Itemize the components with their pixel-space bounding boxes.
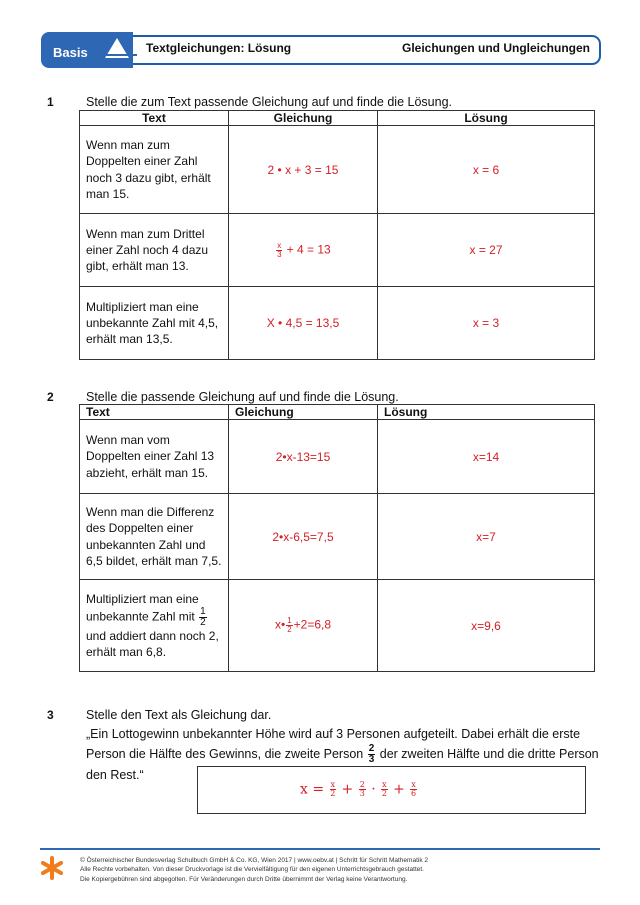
footer-line <box>40 848 600 850</box>
equation-part-a: x• <box>274 617 286 632</box>
task-3-number: 3 <box>47 708 54 722</box>
col-solution: Lösung <box>378 405 595 420</box>
frac-numerator: x <box>277 240 282 250</box>
task-3-instruction: Stelle den Text als Gleichung dar. <box>86 708 272 722</box>
answer-equation <box>300 781 418 798</box>
frac-numerator: 2 <box>368 743 375 755</box>
frac-numerator: 1 <box>200 605 206 617</box>
frac-denominator: 6 <box>411 789 417 798</box>
task-2-number: 2 <box>47 390 54 404</box>
text-part-a: Multipliziert man eine unbekannte Zahl mit <box>86 591 199 624</box>
frac-numerator: x <box>382 780 387 789</box>
task-2-table <box>79 404 595 672</box>
copyright-notice <box>80 856 428 884</box>
table-row <box>80 287 595 360</box>
row-solution: x = 27 <box>378 214 595 287</box>
row-solution: x=14 <box>378 420 595 494</box>
row-equation <box>229 580 378 672</box>
col-equation: Gleichung <box>229 111 378 126</box>
operator: + <box>393 781 405 798</box>
frac-denominator: 3 <box>359 789 365 798</box>
row-text: Multipliziert man eine unbekannte Zahl mit 4,5, erhält man 13,5. <box>80 287 229 360</box>
frac-denominator: 2 <box>200 616 206 628</box>
fraction <box>199 607 207 628</box>
task-2-instruction: Stelle die passende Gleichung auf und finde die Lösung. <box>86 390 399 404</box>
frac-numerator: x <box>411 780 416 789</box>
equation-rest: + 4 = 13 <box>286 242 331 257</box>
row-text: Wenn man zum Doppelten einer Zahl noch 3 dazu gibt, erhält man 15. <box>80 126 229 214</box>
level-badge <box>41 32 133 68</box>
frac-numerator: 1 <box>287 616 292 625</box>
row-equation: 2 • x + 3 = 15 <box>229 126 378 214</box>
col-equation: Gleichung <box>229 405 378 420</box>
table-header-row <box>80 111 595 126</box>
badge-label: Basis <box>53 45 88 60</box>
fraction <box>410 781 417 798</box>
fraction <box>381 781 388 798</box>
frac-denominator: 2 <box>381 789 387 798</box>
fraction <box>330 781 337 798</box>
operator: · <box>371 781 376 798</box>
table-row <box>80 580 595 672</box>
chapter-title: Gleichungen und Ungleichungen <box>402 41 590 55</box>
fraction <box>286 617 292 634</box>
table-row <box>80 420 595 494</box>
row-solution: x = 6 <box>378 126 595 214</box>
table-header-row <box>80 405 595 420</box>
table-row <box>80 126 595 214</box>
badge-bar <box>97 54 137 56</box>
fraction <box>276 242 282 259</box>
frac-denominator: 3 <box>368 754 375 766</box>
row-text: Wenn man vom Doppelten einer Zahl 13 abzieht, erhält man 15. <box>80 420 229 494</box>
row-text: Wenn man die Differenz des Doppelten einer unbekannten Zahl und 6,5 bildet, erhält man 7,5. <box>80 494 229 580</box>
answer-lhs: x = <box>300 781 325 798</box>
task-1-table <box>79 110 595 360</box>
frac-denominator: 2 <box>287 625 292 634</box>
equation-part-b: +2=6,8 <box>293 617 332 632</box>
row-equation: 2•x-13=15 <box>229 420 378 494</box>
footer-line-2: Alle Rechte vorbehalten. Von dieser Druckvorlage ist die Vervielfältigung für den eigenen Unterrichtsgebrauch gestattet. <box>80 866 424 874</box>
row-solution: x=7 <box>378 494 595 580</box>
task-3-text-b: der zweiten Hälfte und die dritte Person den Rest.“ <box>86 747 599 783</box>
table-row <box>80 214 595 287</box>
frac-numerator: x <box>330 780 336 789</box>
frac-numerator: 2 <box>359 780 365 789</box>
row-text <box>80 580 229 672</box>
text-part-b: und addiert dann noch 2, erhält man 6,8. <box>86 628 219 660</box>
footer-line-3: Die Kopiergebühren sind abgegolten. Für Veränderungen durch Dritte übernimmt der Verlag keine Verantwortung. <box>80 875 408 883</box>
frac-denominator: 3 <box>277 249 282 259</box>
row-solution: x=9,6 <box>378 580 595 672</box>
footer-line-1: © Österreichischer Bundesverlag Schulbuch GmbH & Co. KG, Wien 2017 | www.oebv.at | Schritt für Schritt Mathematik 2 <box>80 857 428 864</box>
row-equation: X • 4,5 = 13,5 <box>229 287 378 360</box>
worksheet-title: Textgleichungen: Lösung <box>146 41 292 55</box>
col-text: Text <box>80 111 229 126</box>
frac-denominator: 2 <box>330 789 336 798</box>
row-solution: x = 3 <box>378 287 595 360</box>
task-1-instruction: Stelle die zum Text passende Gleichung auf und finde die Lösung. <box>86 95 452 109</box>
publisher-logo-icon <box>40 856 64 880</box>
row-equation: 2•x-6,5=7,5 <box>229 494 378 580</box>
row-equation <box>229 214 378 287</box>
operator: + <box>341 781 354 798</box>
fraction <box>368 744 376 765</box>
task-3-text-a: „Ein Lottogewinn unbekannter Höhe wird auf 3 Personen aufgeteilt. Dabei erhält die erste Person die Hälfte des Gewinns, die zweite Person <box>86 727 581 761</box>
col-text: Text <box>80 405 229 420</box>
col-solution: Lösung <box>378 111 595 126</box>
row-text: Wenn man zum Drittel einer Zahl noch 4 dazu gibt, erhält man 13. <box>80 214 229 287</box>
fraction <box>359 781 366 798</box>
table-row <box>80 494 595 580</box>
task-1-number: 1 <box>47 95 54 109</box>
